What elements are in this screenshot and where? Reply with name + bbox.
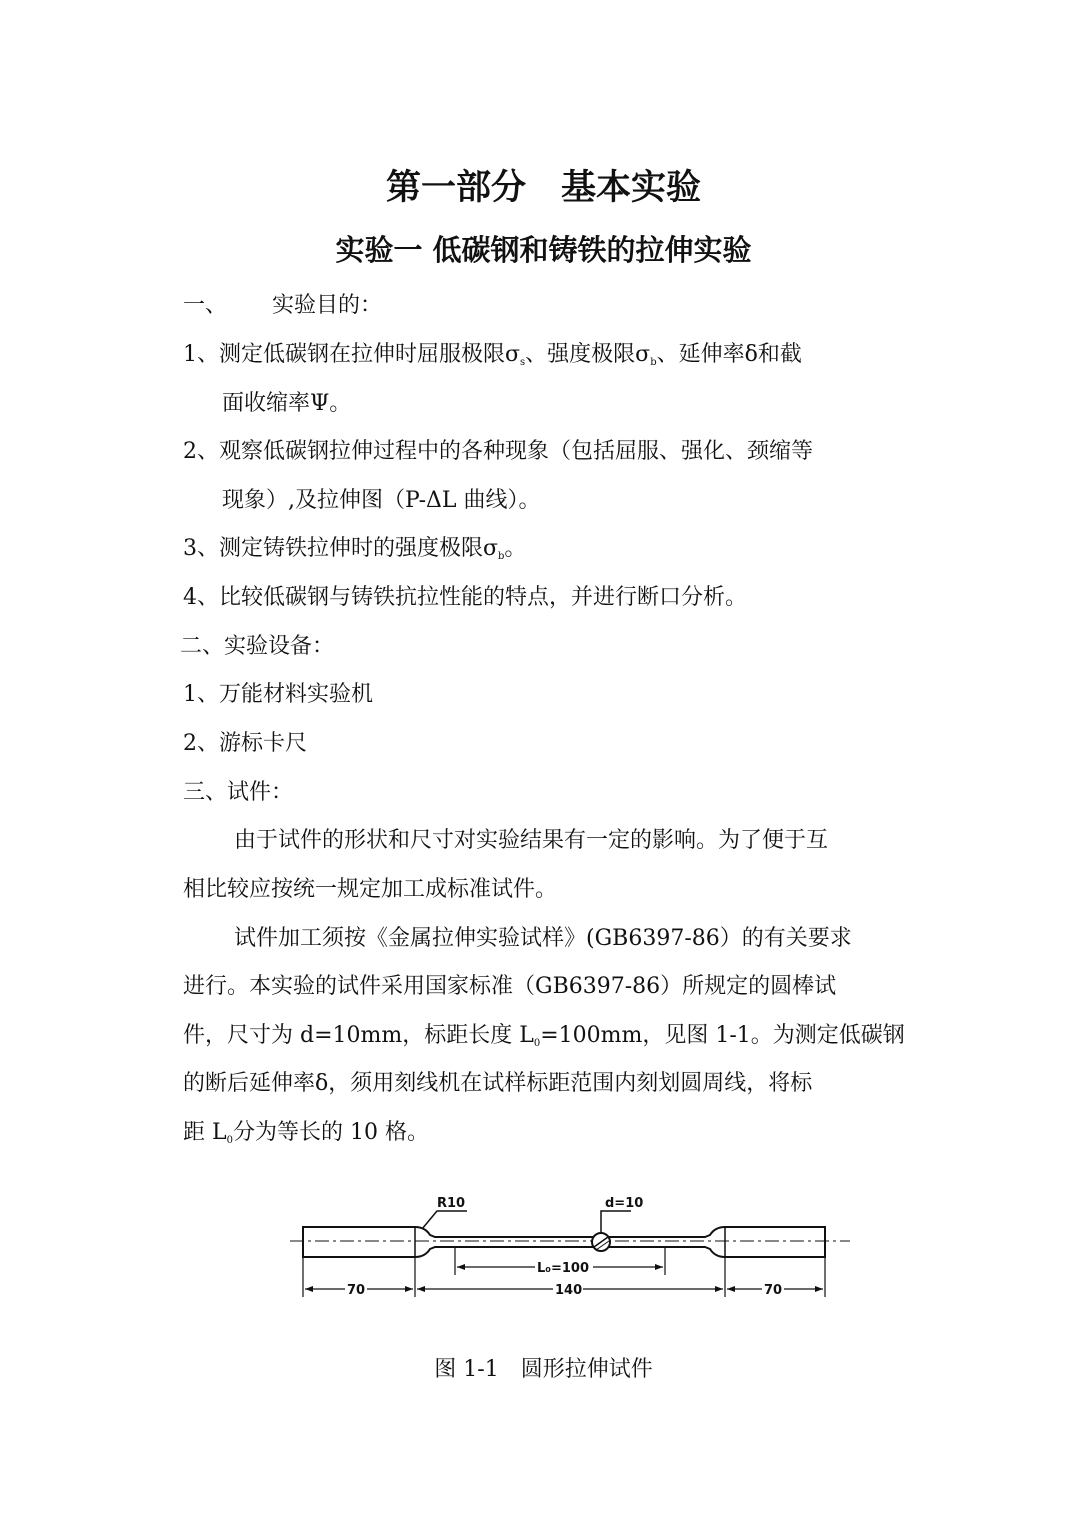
specimen-drawing [285,1185,855,1310]
objective-1-cont: 面收缩率Ψ。 [222,391,352,416]
radius-label: R10 [437,1196,466,1211]
specimen-para1-line1: 由于试件的形状和尺寸对实验结果有一定的影响。为了便于互 [234,828,829,853]
mid-length-label: 140 [555,1283,583,1298]
objective-1: 1、测定低碳钢在拉伸时屈服极限$\sigma_s$、强度极限$\sigma_b$、延伸率δ和截 [183,342,802,368]
specimen-outline [303,1227,825,1257]
section3-title: 三、试件： [183,780,294,805]
diameter-leader [601,1211,631,1232]
diameter-label: d=10 [605,1196,644,1211]
equipment-1: 1、万能材料实验机 [183,682,373,707]
specimen-para1-line2: 相比较应按统一规定加工成标准试件。 [183,877,558,902]
objective-3: 3、测定铸铁拉伸时的强度极限$\sigma_b$。 [183,536,527,562]
equipment-2: 2、游标卡尺 [183,731,307,756]
objective-4: 4、比较低碳钢与铸铁抗拉性能的特点，并进行断口分析。 [183,585,747,610]
radius-leader [422,1211,467,1229]
objective-2: 2、观察低碳钢拉伸过程中的各种现象（包括屈服、强化、颈缩等 [183,439,813,464]
specimen-para2-line3: 件，尺寸为 d=10mm，标距长度 $L_0=100mm$，见图 1-1。为测定低碳钢 [183,1023,905,1049]
section1-label: 一、 [183,293,228,318]
right-length-label: 70 [764,1283,783,1298]
specimen-para2-line1: 试件加工须按《金属拉伸实验试样》(GB6397-86）的有关要求 [234,926,852,951]
objective-2-cont: 现象）,及拉伸图（P-ΔL 曲线）。 [222,488,541,513]
gauge-label: L₀=100 [537,1261,590,1276]
figure-caption: 图 1-1 圆形拉伸试件 [434,1357,653,1382]
section2-title: 二、实验设备： [180,634,335,659]
specimen-para2-line4: 的断后延伸率δ，须用刻线机在试样标距范围内刻划圆周线，将标 [183,1071,813,1096]
left-length-label: 70 [347,1283,366,1298]
section1-title: 实验目的： [272,293,383,318]
part-title: 第一部分 基本实验 [385,168,701,208]
specimen-para2-line2: 进行。本实验的试件采用国家标准（GB6397-86）所规定的圆棒试 [183,974,837,999]
specimen-drawing-svg [285,1185,855,1310]
experiment-title: 实验一 低碳钢和铸铁的拉伸实验 [335,233,752,267]
specimen-para2-line5: 距 $L_0$分为等长的 10 格。 [183,1120,429,1146]
